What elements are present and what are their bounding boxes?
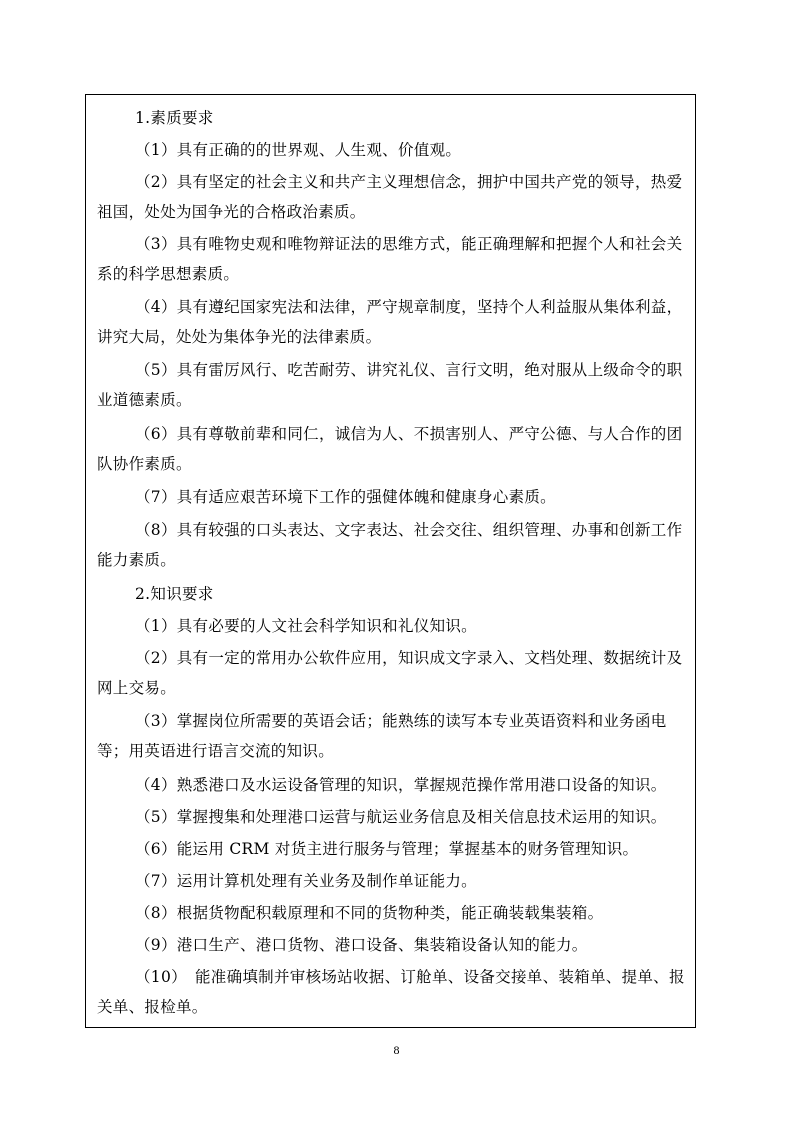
section-heading-knowledge: 2.知识要求 <box>135 585 214 603</box>
knowledge-item-10: （10） 能准确填制并审核场站收据、订舱单、设备交接单、装箱单、提单、报关单、报检单。 <box>97 968 685 1016</box>
quality-item-4: （4）具有遵纪国家宪法和法律，严守规章制度，坚持个人利益服从集体利益，讲究大局，处处为集体争光的法律素质。 <box>97 298 683 346</box>
knowledge-item-8: （8）根据货物配积载原理和不同的货物种类，能正确装载集装箱。 <box>135 904 604 922</box>
knowledge-item-3: （3）掌握岗位所需要的英语会话；能熟练的读写本专业英语资料和业务函电等；用英语进行语言交流的知识。 <box>97 712 667 760</box>
knowledge-item-6: （6）能运用 CRM 对货主进行服务与管理；掌握基本的财务管理知识。 <box>135 840 639 858</box>
quality-item-7: （7）具有适应艰苦环境下工作的强健体魄和健康身心素质。 <box>135 488 556 506</box>
knowledge-item-9: （9）港口生产、港口货物、港口设备、集装箱设备认知的能力。 <box>135 936 588 954</box>
quality-item-6: （6）具有尊敬前辈和同仁，诚信为人、不损害别人、严守公德、与人合作的团队协作素质。 <box>97 425 683 473</box>
quality-item-1: （1）具有正确的的世界观、人生观、价值观。 <box>135 141 462 159</box>
knowledge-item-2: （2）具有一定的常用办公软件应用，知识成文字录入、文档处理、数据统计及网上交易。 <box>97 649 683 697</box>
page-number: 8 <box>393 1043 400 1057</box>
knowledge-item-1: （1）具有必要的人文社会科学知识和礼仪知识。 <box>135 617 477 635</box>
document-body <box>86 95 695 1027</box>
quality-item-8: （8）具有较强的口头表达、文字表达、社会交往、组织管理、办事和创新工作能力素质。 <box>97 521 683 569</box>
quality-item-2: （2）具有坚定的社会主义和共产主义理想信念，拥护中国共产党的领导，热爱祖国，处处为国争光的合格政治素质。 <box>97 173 683 221</box>
quality-item-5: （5）具有雷厉风行、吃苦耐劳、讲究礼仪、言行文明，绝对服从上级命令的职业道德素质。 <box>97 361 683 409</box>
content-table-frame <box>85 94 696 1028</box>
quality-item-3: （3）具有唯物史观和唯物辩证法的思维方式，能正确理解和把握个人和社会关系的科学思想素质。 <box>97 235 683 283</box>
knowledge-item-4: （4）熟悉港口及水运设备管理的知识，掌握规范操作常用港口设备的知识。 <box>135 776 667 794</box>
knowledge-item-7: （7）运用计算机处理有关业务及制作单证能力。 <box>135 872 477 890</box>
section-heading-quality: 1.素质要求 <box>135 109 214 127</box>
knowledge-item-5: （5）掌握搜集和处理港口运营与航运业务信息及相关信息技术运用的知识。 <box>135 808 667 826</box>
